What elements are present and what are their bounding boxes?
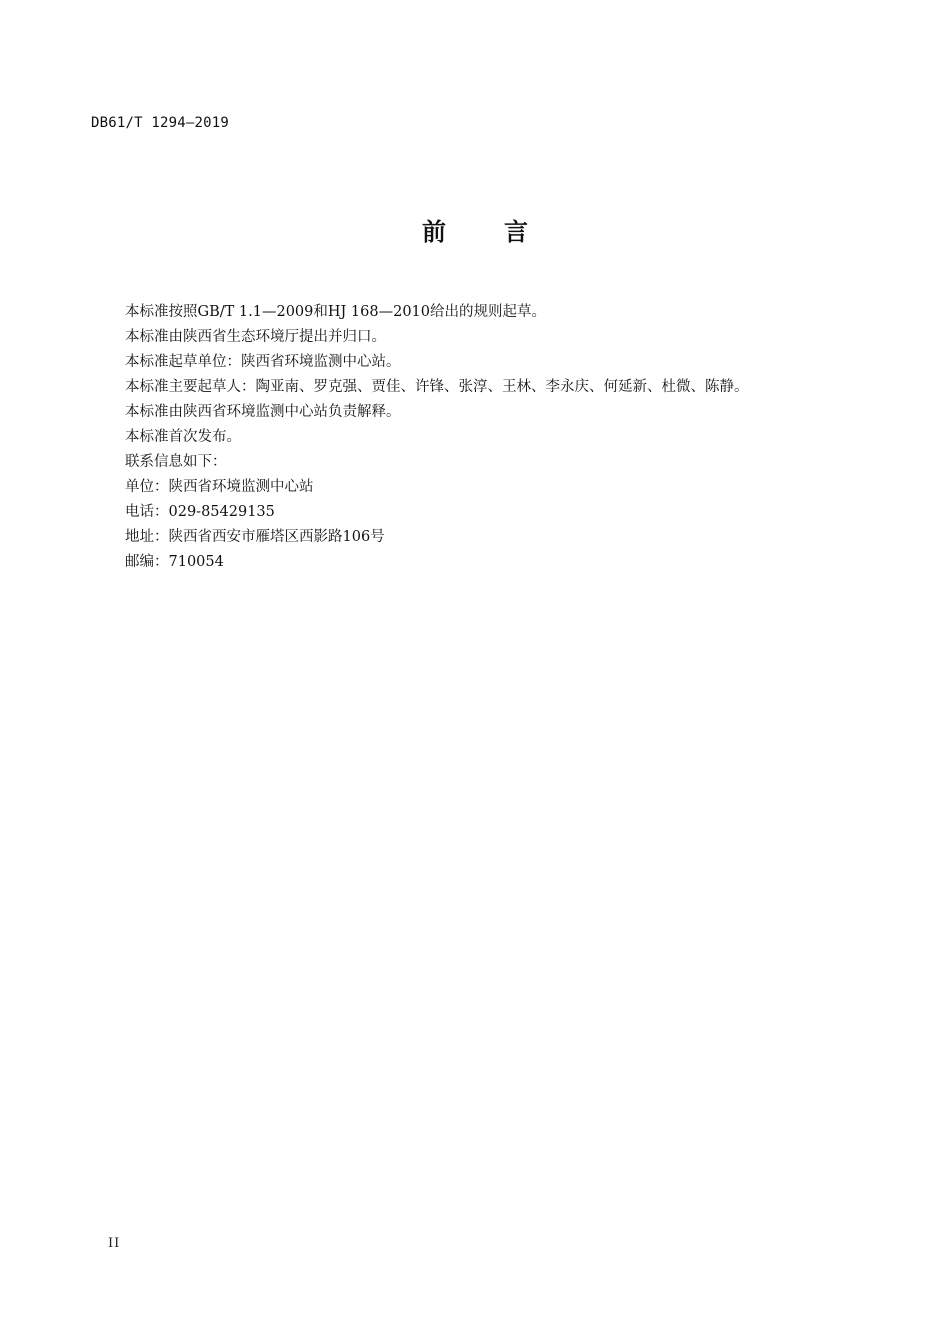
foreword-body bbox=[125, 300, 885, 575]
title-part-2: 言 bbox=[504, 218, 528, 246]
foreword-line-drafters: 本标准主要起草人：陶亚南、罗克强、贾佳、许锋、张淳、王林、李永庆、何延新、杜微、陈静。 bbox=[125, 379, 749, 395]
foreword-line-proposer: 本标准由陕西省生态环境厅提出并归口。 bbox=[125, 329, 386, 345]
foreword-line-postcode: 邮编：710054 bbox=[125, 554, 224, 570]
foreword-line-phone: 电话：029-85429135 bbox=[125, 504, 275, 520]
foreword-line-unit: 单位：陕西省环境监测中心站 bbox=[125, 479, 314, 495]
page-number: II bbox=[108, 1236, 121, 1251]
page-title bbox=[0, 212, 950, 247]
foreword-line-drafting-unit: 本标准起草单位：陕西省环境监测中心站。 bbox=[125, 354, 401, 370]
foreword-line-interpretation: 本标准由陕西省环境监测中心站负责解释。 bbox=[125, 404, 401, 420]
foreword-line-contact-heading: 联系信息如下： bbox=[125, 454, 227, 470]
foreword-line-drafting-rules: 本标准按照GB/T 1.1—2009和HJ 168—2010给出的规则起草。 bbox=[125, 304, 547, 320]
foreword-line-address: 地址：陕西省西安市雁塔区西影路106号 bbox=[125, 529, 385, 545]
document-code: DB61/T 1294—2019 bbox=[91, 115, 230, 131]
title-part-1: 前 bbox=[422, 218, 446, 246]
foreword-line-first-release: 本标准首次发布。 bbox=[125, 429, 241, 445]
